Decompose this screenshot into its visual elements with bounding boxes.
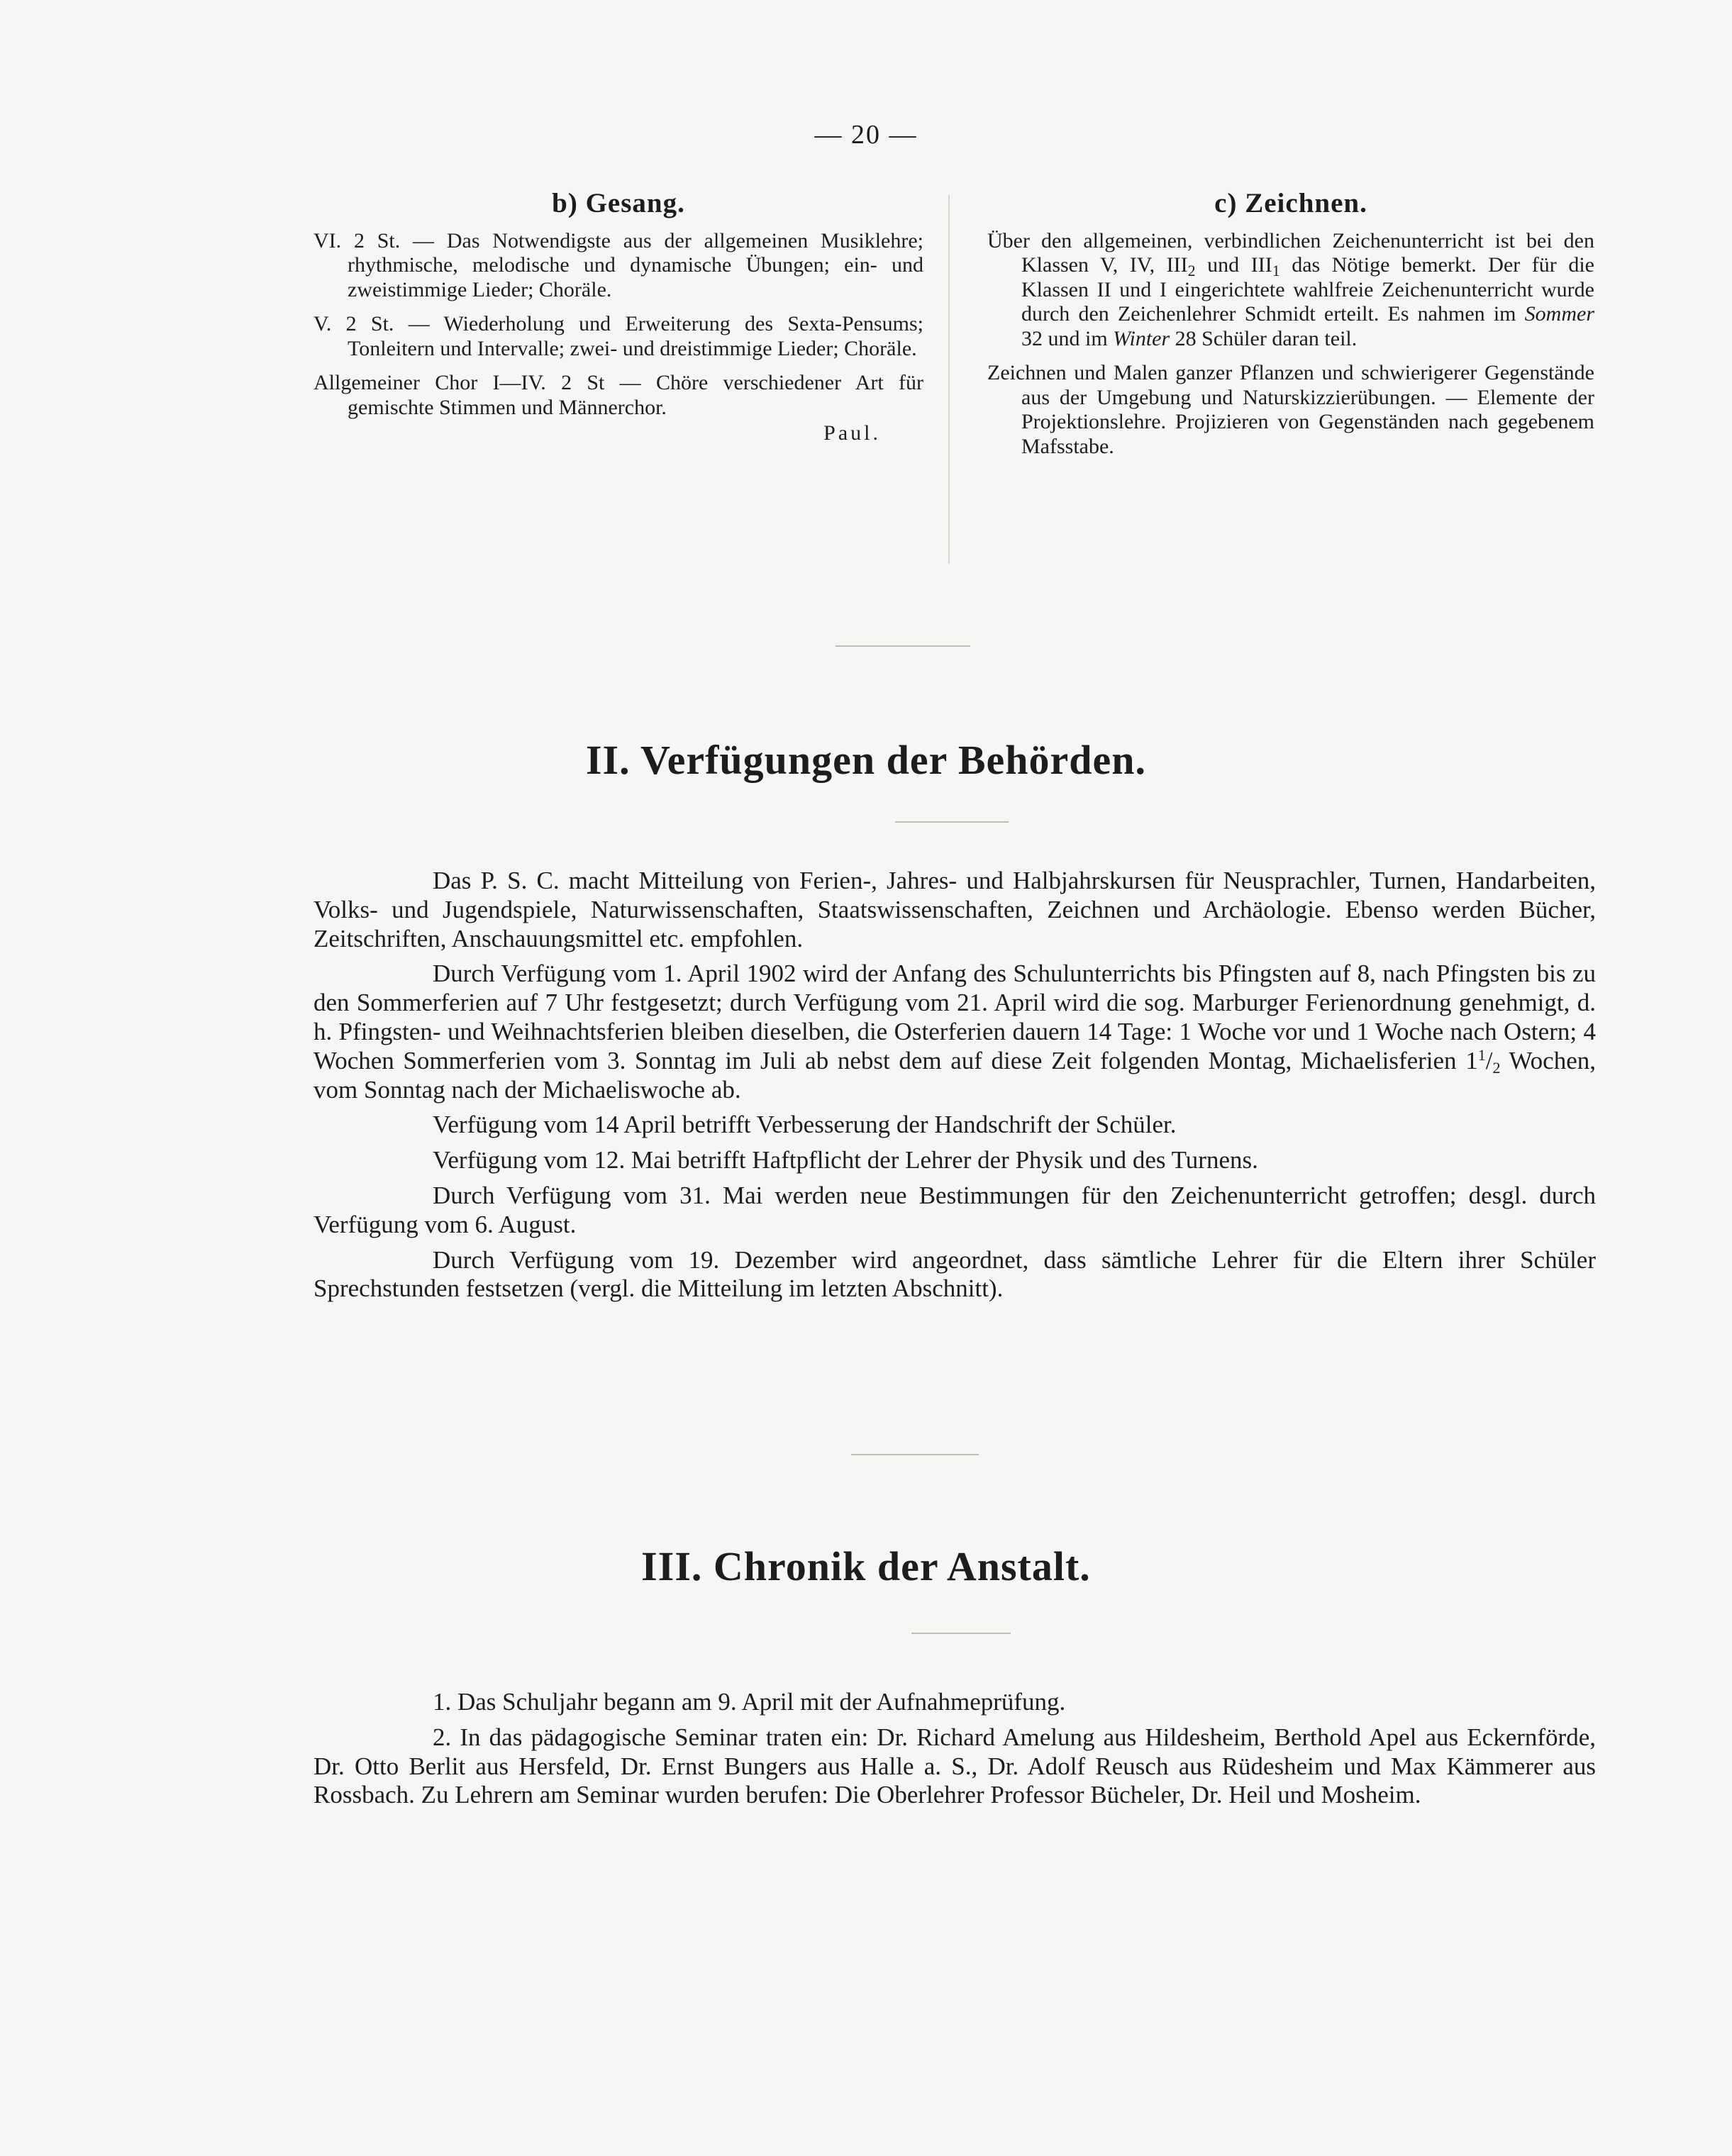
heading-underline [911,1633,1011,1634]
body-paragraph: Durch Verfügung vom 1. April 1902 wird der Anfang des Schulunterrichts bis Pfingsten auf 8, nach Pfingsten bis zu den Sommerferien auf 7 Uhr festgesetzt; durch Verfügung vom 21. April wird die sog. Marburger Ferienordnung genehmigt, d. h. Pfingsten- und Weihnachtsferien bleiben dieselben, die Osterferien dauern 14 Tage: 1 Woche vor und 1 Woche nach Ostern; 4 Wochen Sommerferien vom 3. Sonntag im Juli ab nebst dem auf diese Zeit folgenden Montag, Michaelisferien $1^1/_2$ Wochen, vom Sonntag nach der Michaeliswoche ab. [313,960,1596,1104]
gesang-item: Allgemeiner Chor I—IV. 2 St — Chöre verschiedener Art für gemischte Stimmen und Männerchor. [313,371,923,419]
body-paragraph: Verfügung vom 12. Mai betrifft Haftpflicht der Lehrer der Physik und des Turnens. [433,1146,1258,1174]
body-paragraph: Das P. S. C. macht Mitteilung von Ferien-, Jahres- und Halbjahrskursen für Neusprachler, Turnen, Handarbeiten, Volks- und Jugendspiele, Naturwissenschaften, Staatswissenschaften, Zeichnen und Archäologie. Ebenso werden Bücher, Zeitschriften, Anschauungsmittel etc. empfohlen. [313,867,1596,952]
zeichnen-paragraph: Zeichnen und Malen ganzer Pflanzen und schwierigerer Gegenstände aus der Umgebung und Naturskizzierübungen. — Elemente der Projektionslehre. Projizieren von Gegenständen nach gegebenem Mafsstabe. [987,361,1594,458]
gesang-item: VI. 2 St. — Das Notwendigste aus der allgemeinen Musiklehre; rhythmische, melodische und dynamische Übungen; ein- und zweistimmige Lieder; Choräle. [313,228,923,301]
body-paragraph: Durch Verfügung vom 31. Mai werden neue Bestimmungen für den Zeichenunterricht getroffen; desgl. durch Verfügung vom 6. August. [313,1181,1596,1238]
page-number: — 20 — [814,120,918,150]
body-paragraph: 1. Das Schuljahr begann am 9. April mit der Aufnahmeprüfung. [433,1688,1066,1716]
section3-body [313,1688,1596,1816]
section-heading: III. Chronik der Anstalt. [641,1543,1091,1589]
section2-body [313,867,1596,1310]
zeichnen-heading: c) Zeichnen. [1214,188,1367,218]
gesang-column [313,188,923,446]
section-divider [836,645,970,647]
body-paragraph: 2. In das pädagogische Seminar traten ein: Dr. Richard Amelung aus Hildesheim, Berthold Apel aus Eckernförde, Dr. Otto Berlit aus Hersfeld, Dr. Ernst Bungers aus Halle a. S., Dr. Adolf Reusch aus Rüdesheim und Max Kämmerer aus Rossbach. Zu Lehrern am Seminar wurden berufen: Die Oberlehrer Professor Bücheler, Dr. Heil und Mosheim. [313,1723,1596,1809]
gesang-signature: Paul. [823,421,881,445]
heading-underline [895,821,1009,823]
zeichnen-column [987,188,1594,469]
body-paragraph: Verfügung vom 14 April betrifft Verbesserung der Handschrift der Schüler. [433,1111,1177,1139]
gesang-heading: b) Gesang. [552,188,685,218]
body-paragraph: Durch Verfügung vom 19. Dezember wird angeordnet, dass sämtliche Lehrer für die Eltern ihrer Schüler Sprechstunden festsetzen (vergl. die Mitteilung im letzten Abschnitt). [313,1245,1596,1303]
section-heading: II. Verfügungen der Behörden. [585,737,1147,783]
section-divider [851,1454,979,1455]
zeichnen-paragraph: Über den allgemeinen, verbindlichen Zeichenunterricht ist bei den Klassen V, IV, $III_2$ und $III_1$ das Nötige bemerkt. Der für die Klassen II und I eingerichtete wahlfreie Zeichenunterricht wurde durch den Zeichenlehrer Schmidt erteilt. Es nahmen im Sommer 32 und im Winter 28 Schüler daran teil. [987,228,1594,350]
column-divider [948,195,950,564]
gesang-item: V. 2 St. — Wiederholung und Erweiterung des Sexta-Pensums; Tonleitern und Intervalle; zwei- und dreistimmige Lieder; Choräle. [313,312,923,360]
